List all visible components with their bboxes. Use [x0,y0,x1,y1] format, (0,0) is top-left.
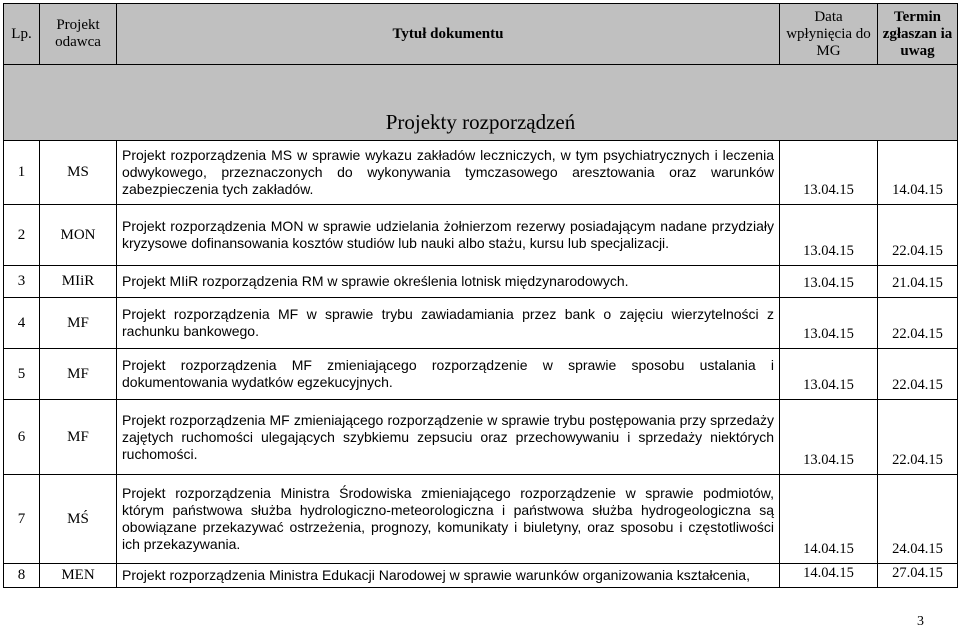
row-projekt: MF [40,349,117,400]
row-lp: 4 [4,298,40,349]
row-data: 13.04.15 [780,349,878,400]
row-lp: 6 [4,400,40,475]
row-projekt: MS [40,141,117,205]
row-lp: 2 [4,205,40,266]
header-lp: Lp. [4,4,40,65]
row-tytul: Projekt rozporządzenia Ministra Edukacji Narodowej w sprawie warunków organizowania kształcenia, [117,564,780,588]
row-termin: 27.04.15 [878,564,958,588]
header-row [4,4,958,65]
row-tytul: Projekt rozporządzenia MF zmieniającego rozporządzenie w sprawie trybu postępowania przy sprzedaży zajętych ruchomości ulegających szybkiemu zepsuciu oraz przechowywaniu i sprzedaży niektórych ruchomości. [117,400,780,475]
row-lp: 5 [4,349,40,400]
table-row [4,475,958,564]
regulations-table [3,3,958,588]
row-lp: 1 [4,141,40,205]
row-termin: 21.04.15 [878,266,958,298]
table-row [4,298,958,349]
row-termin: 22.04.15 [878,349,958,400]
row-tytul: Projekt rozporządzenia MF zmieniającego rozporządzenie w sprawie sposobu ustalania i dokumentowania wydatków egzekucyjnych. [117,349,780,400]
header-termin: Termin zgłaszan ia uwag [878,4,958,65]
row-projekt: MŚ [40,475,117,564]
row-termin: 22.04.15 [878,400,958,475]
row-data: 13.04.15 [780,205,878,266]
row-termin: 22.04.15 [878,298,958,349]
row-tytul: Projekt rozporządzenia MS w sprawie wykazu zakładów leczniczych, w tym psychiatrycznych i leczenia odwykowego, przeznaczonych do wykonywania tymczasowego aresztowania oraz warunków zabezpieczenia tych zakładów. [117,141,780,205]
row-termin: 24.04.15 [878,475,958,564]
row-termin: 14.04.15 [878,141,958,205]
row-projekt: MF [40,298,117,349]
header-tytul: Tytuł dokumentu [117,4,780,65]
row-data: 14.04.15 [780,564,878,588]
row-tytul: Projekt rozporządzenia Ministra Środowiska zmieniającego rozporządzenie w sprawie podmiotów, którym państwowa służba hydrologiczno-meteorologiczna i państwowa służba hydrogeologiczna są obowiązane przekazywać ostrzeżenia, prognozy, komunikaty i biuletyny, oraz sposobu i częstotliwości ich przekazywania. [117,475,780,564]
table-row [4,564,958,588]
header-projekt: Projekt odawca [40,4,117,65]
row-projekt: MON [40,205,117,266]
header-data: Data wpłynięcia do MG [780,4,878,65]
row-data: 13.04.15 [780,400,878,475]
row-tytul: Projekt rozporządzenia MF w sprawie trybu zawiadamiania przez bank o zajęciu wierzytelności z rachunku bankowego. [117,298,780,349]
table-body [4,141,958,588]
page-title: Projekty rozporządzeń [4,65,958,141]
row-lp: 8 [4,564,40,588]
row-tytul: Projekt rozporządzenia MON w sprawie udzielania żołnierzom rezerwy posiadającym nadane przydziały kryzysowe dofinansowania kosztów studiów lub nauki albo stażu, kursu lub specjalizacji. [117,205,780,266]
table-row [4,400,958,475]
table-row [4,141,958,205]
row-data: 13.04.15 [780,266,878,298]
row-lp: 7 [4,475,40,564]
row-projekt: MEN [40,564,117,588]
row-projekt: MIiR [40,266,117,298]
page-number: 3 [917,614,924,629]
row-data: 13.04.15 [780,298,878,349]
row-termin: 22.04.15 [878,205,958,266]
row-projekt: MF [40,400,117,475]
table-row [4,349,958,400]
row-tytul: Projekt MIiR rozporządzenia RM w sprawie określenia lotnisk międzynarodowych. [117,266,780,298]
title-row [4,65,958,141]
row-data: 13.04.15 [780,141,878,205]
table-row [4,266,958,298]
table-row [4,205,958,266]
row-lp: 3 [4,266,40,298]
row-data: 14.04.15 [780,475,878,564]
